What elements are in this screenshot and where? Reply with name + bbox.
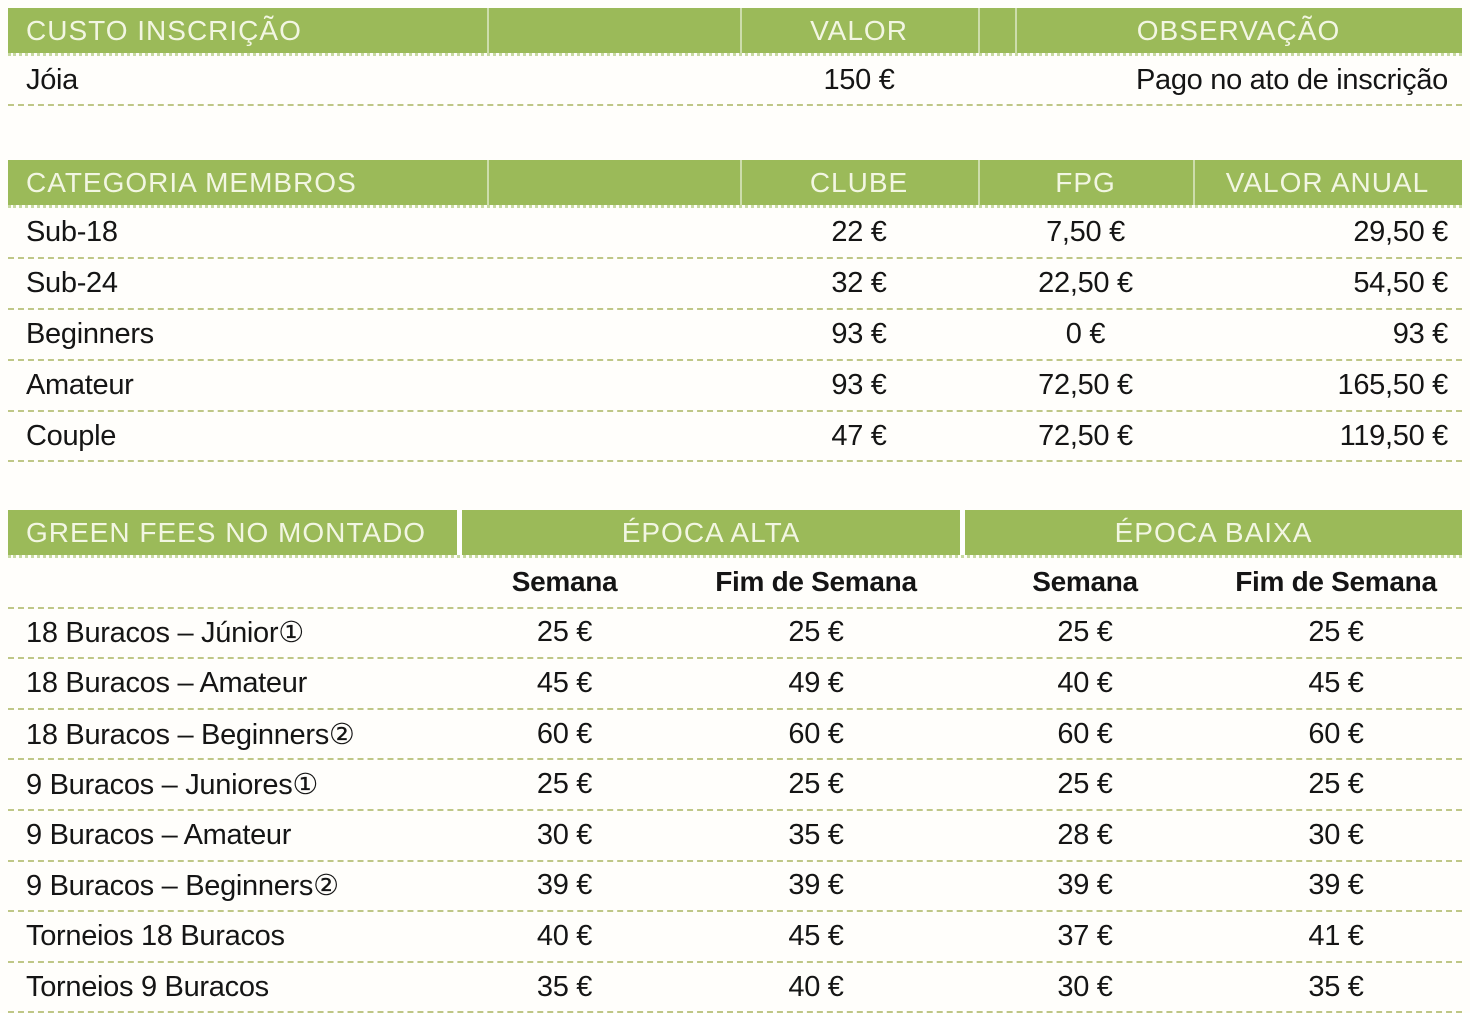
- table-custo-inscricao: [8, 8, 1462, 106]
- row-label: Sub-18: [26, 215, 118, 248]
- row-label: Couple: [26, 419, 117, 452]
- observacao-cell: Pago no ato de inscrição: [1135, 63, 1448, 96]
- header-cell-clube: CLUBE: [740, 160, 978, 205]
- subheader-alta-fim-de-semana: Fim de Semana: [715, 566, 917, 598]
- price-cell: 45 €: [536, 666, 593, 699]
- subheader-alta-semana: Semana: [511, 566, 618, 598]
- table-row: [8, 963, 1462, 1013]
- price-cell: 25 €: [1308, 616, 1364, 649]
- price-cell: 40 €: [536, 919, 593, 952]
- table-row: [8, 710, 1462, 761]
- header-cell-green-fees: GREEN FEES NO MONTADO: [8, 510, 457, 555]
- header-cell-valor-anual: VALOR ANUAL: [1193, 160, 1462, 205]
- price-cell: 39 €: [536, 869, 593, 902]
- table-row: [8, 760, 1462, 811]
- price-cell: 35 €: [1308, 970, 1364, 1003]
- table-green-fees: [8, 510, 1462, 1013]
- price-cell: 49 €: [788, 666, 844, 699]
- valor-anual-cell: 29,50 €: [1353, 215, 1448, 248]
- empty-cell: [978, 56, 1015, 104]
- price-cell: 30 €: [536, 818, 593, 851]
- table-row: [8, 659, 1462, 710]
- row-label: 18 Buracos – Júnior①: [26, 617, 304, 650]
- price-cell: 30 €: [1308, 818, 1364, 851]
- clube-cell: 22 €: [831, 215, 887, 248]
- price-cell: 37 €: [1057, 919, 1113, 952]
- price-cell: 60 €: [536, 717, 593, 750]
- row-label: 9 Buracos – Juniores①: [26, 769, 319, 802]
- price-cell: 40 €: [788, 970, 844, 1003]
- price-cell: 25 €: [536, 768, 593, 801]
- table-row: [8, 208, 1462, 259]
- row-label: Amateur: [26, 368, 134, 401]
- empty-cell: [487, 208, 740, 257]
- table-header-row: [8, 8, 1462, 56]
- subheader-baixa-fim-de-semana: Fim de Semana: [1235, 566, 1437, 598]
- price-cell: 60 €: [1308, 717, 1364, 750]
- fpg-cell: 72,50 €: [1038, 368, 1133, 401]
- row-label: 9 Buracos – Beginners②: [26, 870, 339, 903]
- row-label: Torneios 9 Buracos: [26, 970, 269, 1003]
- header-cell-epoca-alta: ÉPOCA ALTA: [457, 510, 960, 555]
- table-row: [8, 310, 1462, 361]
- price-cell: 25 €: [1057, 768, 1113, 801]
- table-row: [8, 412, 1462, 463]
- table-row: [8, 862, 1462, 913]
- price-cell: 60 €: [788, 717, 844, 750]
- valor-cell: 150 €: [823, 63, 895, 96]
- header-cell-epoca-baixa: ÉPOCA BAIXA: [960, 510, 1462, 555]
- empty-cell: [487, 56, 740, 104]
- header-cell-spacer: [487, 160, 740, 205]
- price-cell: 60 €: [1057, 717, 1113, 750]
- empty-cell: [8, 558, 457, 607]
- price-cell: 40 €: [1057, 666, 1113, 699]
- header-cell-spacer: [978, 8, 1015, 53]
- header-cell-custo-inscricao: CUSTO INSCRIÇÃO: [8, 8, 487, 53]
- fpg-cell: 0 €: [1065, 317, 1106, 350]
- price-cell: 41 €: [1308, 919, 1364, 952]
- table-row: [8, 56, 1462, 106]
- table-subheader-row: [8, 558, 1462, 609]
- price-cell: 25 €: [788, 616, 844, 649]
- subheader-baixa-semana: Semana: [1032, 566, 1138, 598]
- table-row: [8, 609, 1462, 660]
- row-label: Beginners: [26, 317, 154, 350]
- price-cell: 30 €: [1057, 970, 1113, 1003]
- table-header-row: [8, 510, 1462, 558]
- price-cell: 25 €: [1057, 616, 1113, 649]
- clube-cell: 47 €: [831, 419, 887, 452]
- price-cell: 25 €: [788, 768, 844, 801]
- fpg-cell: 22,50 €: [1038, 266, 1133, 299]
- clube-cell: 32 €: [831, 266, 887, 299]
- valor-anual-cell: 119,50 €: [1339, 419, 1448, 452]
- table-row: [8, 259, 1462, 310]
- price-cell: 39 €: [1057, 869, 1113, 902]
- row-label: 9 Buracos – Amateur: [26, 818, 292, 851]
- price-cell: 28 €: [1057, 818, 1113, 851]
- row-label: Jóia: [26, 63, 78, 96]
- table-row: [8, 912, 1462, 963]
- header-cell-valor: VALOR: [740, 8, 978, 53]
- fpg-cell: 7,50 €: [1046, 215, 1125, 248]
- header-cell-spacer: [487, 8, 740, 53]
- valor-anual-cell: 54,50 €: [1353, 266, 1448, 299]
- row-label: 18 Buracos – Amateur: [26, 666, 307, 699]
- price-cell: 35 €: [788, 818, 844, 851]
- table-row: [8, 811, 1462, 862]
- row-label: 18 Buracos – Beginners②: [26, 718, 355, 751]
- empty-cell: [487, 259, 740, 308]
- empty-cell: [487, 412, 740, 461]
- valor-anual-cell: 165,50 €: [1337, 368, 1448, 401]
- clube-cell: 93 €: [831, 317, 887, 350]
- row-label: Torneios 18 Buracos: [26, 919, 285, 952]
- price-cell: 39 €: [788, 869, 844, 902]
- clube-cell: 93 €: [831, 368, 887, 401]
- empty-cell: [487, 310, 740, 359]
- price-cell: 45 €: [788, 919, 844, 952]
- header-cell-fpg: FPG: [978, 160, 1193, 205]
- empty-cell: [487, 361, 740, 410]
- price-cell: 45 €: [1308, 666, 1364, 699]
- price-cell: 35 €: [536, 970, 593, 1003]
- row-label: Sub-24: [26, 266, 118, 299]
- price-cell: 25 €: [536, 616, 593, 649]
- table-row: [8, 361, 1462, 412]
- price-cell: 25 €: [1308, 768, 1364, 801]
- table-categoria-membros: [8, 160, 1462, 462]
- valor-anual-cell: 93 €: [1392, 317, 1448, 350]
- fpg-cell: 72,50 €: [1038, 419, 1133, 452]
- table-header-row: [8, 160, 1462, 208]
- header-cell-observacao: OBSERVAÇÃO: [1015, 8, 1462, 53]
- price-cell: 39 €: [1308, 869, 1364, 902]
- header-cell-categoria-membros: CATEGORIA MEMBROS: [8, 160, 487, 205]
